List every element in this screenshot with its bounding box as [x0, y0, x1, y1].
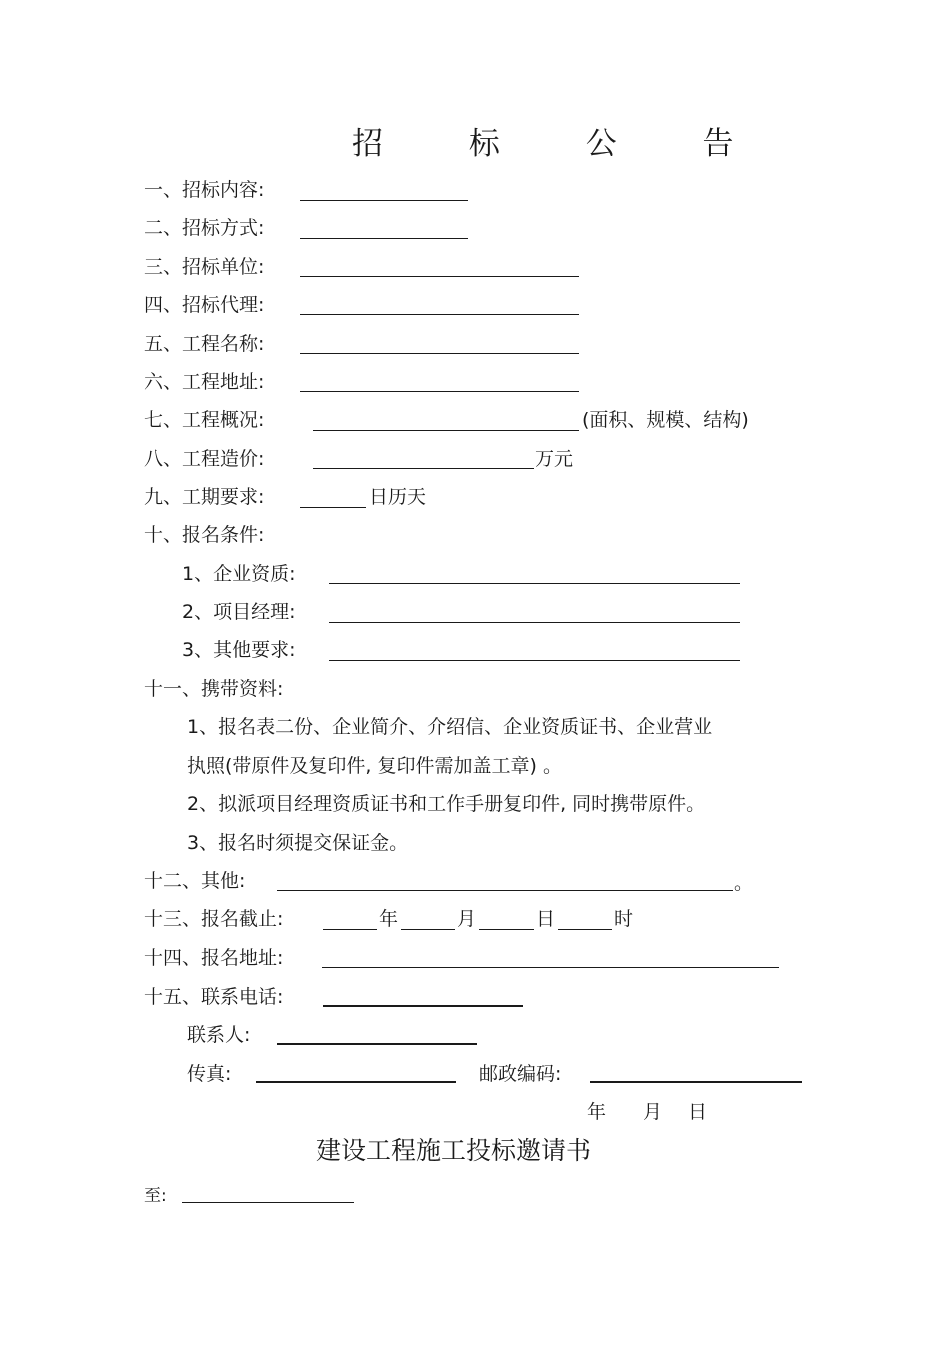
item-bid-agent-label: 四、招标代理:: [144, 294, 265, 316]
item-schedule-label: 九、工期要求:: [144, 486, 265, 508]
documents-line-3: 3、报名时须提交保证金。: [187, 832, 409, 854]
item-project-name-label: 五、工程名称:: [144, 333, 265, 355]
item-project-cost-unit: 万元: [535, 448, 574, 470]
date-day: 日: [688, 1101, 708, 1123]
item-phone-label: 十五、联系电话:: [144, 986, 284, 1008]
deadline-day-field: [479, 929, 534, 930]
contact-person-label: 联系人:: [187, 1024, 251, 1046]
deadline-day-unit: 日: [536, 908, 556, 930]
item-bid-unit-label: 三、招标单位:: [144, 256, 265, 278]
invitation-title: 建设工程施工投标邀请书: [316, 1136, 592, 1165]
fax-field: [256, 1081, 456, 1083]
documents-line-1: 1、报名表二份、企业简介、介绍信、企业资质证书、企业营业: [187, 716, 713, 738]
item-registration-conditions-label: 十、报名条件:: [144, 524, 265, 546]
deadline-year-field: [323, 929, 377, 930]
condition-qualification-label: 1、企业资质:: [182, 563, 296, 585]
item-project-address-label: 六、工程地址:: [144, 371, 265, 393]
deadline-hour-field: [558, 929, 612, 930]
item-project-cost-label: 八、工程造价:: [144, 448, 265, 470]
item-registration-address-label: 十四、报名地址:: [144, 947, 284, 969]
item-deadline-label: 十三、报名截止:: [144, 908, 284, 930]
invitation-to-field: [182, 1202, 354, 1203]
item-project-name-field: [300, 353, 579, 354]
documents-line-1-cont: 执照(带原件及复印件, 复印件需加盖工章) 。: [187, 755, 562, 777]
deadline-month-unit: 月: [457, 908, 477, 930]
postcode-field: [590, 1081, 802, 1083]
item-other-field: [277, 890, 733, 891]
documents-line-2: 2、拟派项目经理资质证书和工作手册复印件, 同时携带原件。: [187, 793, 706, 815]
fax-label: 传真:: [187, 1063, 232, 1085]
item-phone-field: [323, 1005, 523, 1007]
item-project-overview-label: 七、工程概况:: [144, 409, 265, 431]
condition-other-field: [329, 660, 740, 661]
date-month: 月: [643, 1101, 663, 1123]
notice-title: 招 标 公 告: [352, 126, 772, 162]
invitation-to-label: 至:: [144, 1186, 167, 1206]
item-project-overview-field: [313, 430, 579, 431]
item-documents-label: 十一、携带资料:: [144, 678, 284, 700]
postcode-label: 邮政编码:: [479, 1063, 562, 1085]
item-bid-agent-field: [300, 314, 579, 315]
condition-qualification-field: [329, 583, 740, 584]
item-bid-content-field: [300, 200, 468, 201]
condition-other-label: 3、其他要求:: [182, 639, 296, 661]
item-schedule-field: [300, 507, 366, 508]
deadline-hour-unit: 时: [614, 908, 634, 930]
item-project-overview-suffix: (面积、规模、结构): [582, 409, 749, 431]
condition-project-manager-label: 2、项目经理:: [182, 601, 296, 623]
item-bid-unit-field: [300, 276, 579, 277]
deadline-month-field: [401, 929, 455, 930]
item-schedule-unit: 日历天: [369, 486, 427, 508]
item-bid-content-label: 一、招标内容:: [144, 179, 265, 201]
condition-project-manager-field: [329, 622, 740, 623]
deadline-year-unit: 年: [379, 908, 399, 930]
date-year: 年: [587, 1101, 607, 1123]
item-other-period: 。: [734, 872, 754, 894]
item-project-cost-field: [313, 468, 534, 469]
item-other-label: 十二、其他:: [144, 870, 246, 892]
item-registration-address-field: [322, 967, 779, 968]
item-bid-method-label: 二、招标方式:: [144, 217, 265, 239]
item-bid-method-field: [300, 238, 468, 239]
contact-person-field: [277, 1043, 477, 1045]
item-project-address-field: [300, 391, 579, 392]
